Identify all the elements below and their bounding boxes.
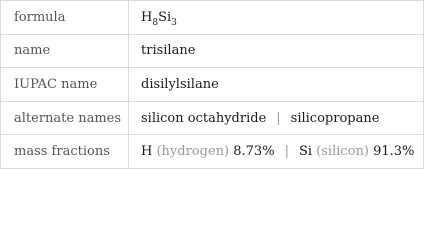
row-label: formula — [1, 1, 129, 35]
element-symbol: Si — [298, 144, 313, 160]
element-name: (hydrogen) — [156, 144, 230, 160]
name-value: trisilane — [129, 34, 424, 68]
element-name: (silicon) — [316, 144, 369, 160]
formula-subscript: 3 — [171, 17, 177, 28]
row-label: alternate names — [1, 101, 129, 135]
alternate-name: silicon octahydride — [141, 110, 267, 126]
table-row-iupac-name — [1, 68, 424, 102]
row-label: IUPAC name — [1, 68, 129, 102]
formula-value — [129, 1, 424, 35]
separator: | — [284, 144, 289, 160]
mass-fractions-value — [129, 135, 424, 169]
alternate-name: silicopropane — [290, 110, 380, 126]
row-label: name — [1, 34, 129, 68]
mass-percent: 8.73% — [233, 144, 275, 160]
table-row-mass-fractions — [1, 135, 424, 169]
formula-part: Si — [158, 9, 172, 25]
formula-subscript: 8 — [152, 17, 159, 28]
formula-part: H — [141, 9, 153, 25]
element-symbol: H — [141, 144, 153, 160]
alternate-names-value — [129, 101, 424, 135]
row-label: mass fractions — [1, 135, 129, 169]
table-row-formula — [1, 1, 424, 35]
table-row-name — [1, 34, 424, 68]
mass-percent: 91.3% — [373, 144, 415, 160]
table-row-alternate-names — [1, 101, 424, 135]
iupac-name-value: disilylsilane — [129, 68, 424, 102]
separator: | — [276, 110, 281, 126]
